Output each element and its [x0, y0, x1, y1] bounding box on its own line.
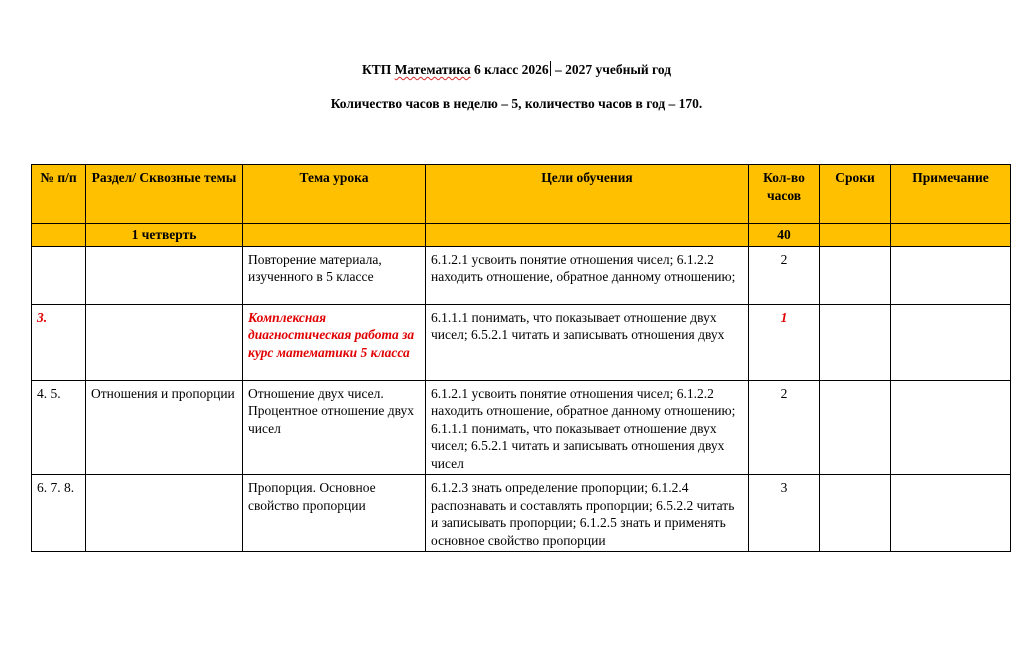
- row-dates-cell[interactable]: [820, 475, 891, 552]
- table-cell[interactable]: [243, 224, 426, 247]
- table-row: [32, 304, 1011, 380]
- table-cell[interactable]: [820, 224, 891, 247]
- row-goals-cell[interactable]: 6.1.1.1 понимать, что показывает отношение двух чисел; 6.5.2.1 читать и записывать отношения двух: [426, 304, 749, 380]
- table-cell[interactable]: [32, 224, 86, 247]
- row-note-cell[interactable]: [891, 380, 1011, 475]
- row-topic-cell[interactable]: Пропорция. Основное свойство пропорции: [243, 475, 426, 552]
- col-header-dates: Сроки: [820, 165, 891, 224]
- row-hours-cell[interactable]: 2: [749, 380, 820, 475]
- title-mid: 6 класс 2026: [470, 62, 549, 77]
- col-header-num: № п/п: [32, 165, 86, 224]
- row-section-cell[interactable]: [86, 475, 243, 552]
- row-goals-cell[interactable]: 6.1.2.1 усвоить понятие отношения чисел; 6.1.2.2 находить отношение, обратное данному отношению;: [426, 246, 749, 304]
- row-num-cell[interactable]: 3.: [32, 304, 86, 380]
- row-section-cell[interactable]: [86, 246, 243, 304]
- table-header-row: [32, 165, 1011, 224]
- row-num-cell[interactable]: [32, 246, 86, 304]
- quarter-label[interactable]: 1 четверть: [86, 224, 243, 247]
- row-topic-cell[interactable]: Повторение материала, изученного в 5 классе: [243, 246, 426, 304]
- row-section-cell[interactable]: Отношения и пропорции: [86, 380, 243, 475]
- row-note-cell[interactable]: [891, 475, 1011, 552]
- row-note-cell[interactable]: [891, 246, 1011, 304]
- col-header-hours: Кол-во часов: [749, 165, 820, 224]
- row-note-cell[interactable]: [891, 304, 1011, 380]
- row-dates-cell[interactable]: [820, 304, 891, 380]
- row-topic-cell[interactable]: Отношение двух чисел. Процентное отношение двух чисел: [243, 380, 426, 475]
- row-dates-cell[interactable]: [820, 380, 891, 475]
- table-cell[interactable]: [891, 224, 1011, 247]
- table-row: [32, 380, 1011, 475]
- row-num-cell[interactable]: 4. 5.: [32, 380, 86, 475]
- title-spellcheck-word[interactable]: Математика: [394, 62, 471, 77]
- quarter-row: [32, 224, 1011, 247]
- document-title: [0, 61, 1033, 78]
- row-topic-cell[interactable]: Комплексная диагностическая работа за курс математики 5 класса: [243, 304, 426, 380]
- document-subtitle: Количество часов в неделю – 5, количество часов в год – 170.: [330, 96, 703, 111]
- row-hours-cell[interactable]: 2: [749, 246, 820, 304]
- row-section-cell[interactable]: [86, 304, 243, 380]
- title-suffix: – 2027 учебный год: [551, 62, 672, 77]
- row-dates-cell[interactable]: [820, 246, 891, 304]
- title-prefix: КТП: [361, 62, 395, 77]
- table-row: [32, 475, 1011, 552]
- row-hours-cell[interactable]: 3: [749, 475, 820, 552]
- col-header-note: Примечание: [891, 165, 1011, 224]
- row-num-cell[interactable]: 6. 7. 8.: [32, 475, 86, 552]
- row-goals-cell[interactable]: 6.1.2.3 знать определение пропорции; 6.1.2.4 распознавать и составлять пропорции; 6.5.2.2 читать и записывать пропорции; 6.1.2.5 знать и применять основное свойство пропорции: [426, 475, 749, 552]
- row-goals-cell[interactable]: 6.1.2.1 усвоить понятие отношения чисел; 6.1.2.2 находить отношение, обратное данному отношению; 6.1.1.1 понимать, что показывает отношение двух чисел; 6.5.2.1 читать и записывать отношения двух чисел: [426, 380, 749, 475]
- col-header-goals: Цели обучения: [426, 165, 749, 224]
- row-hours-cell[interactable]: 1: [749, 304, 820, 380]
- table-row: [32, 246, 1011, 304]
- lesson-plan-table: [31, 164, 1011, 552]
- col-header-section: Раздел/ Сквозные темы: [86, 165, 243, 224]
- table-cell[interactable]: [426, 224, 749, 247]
- col-header-topic: Тема урока: [243, 165, 426, 224]
- text-cursor: [550, 61, 551, 76]
- quarter-hours[interactable]: 40: [749, 224, 820, 247]
